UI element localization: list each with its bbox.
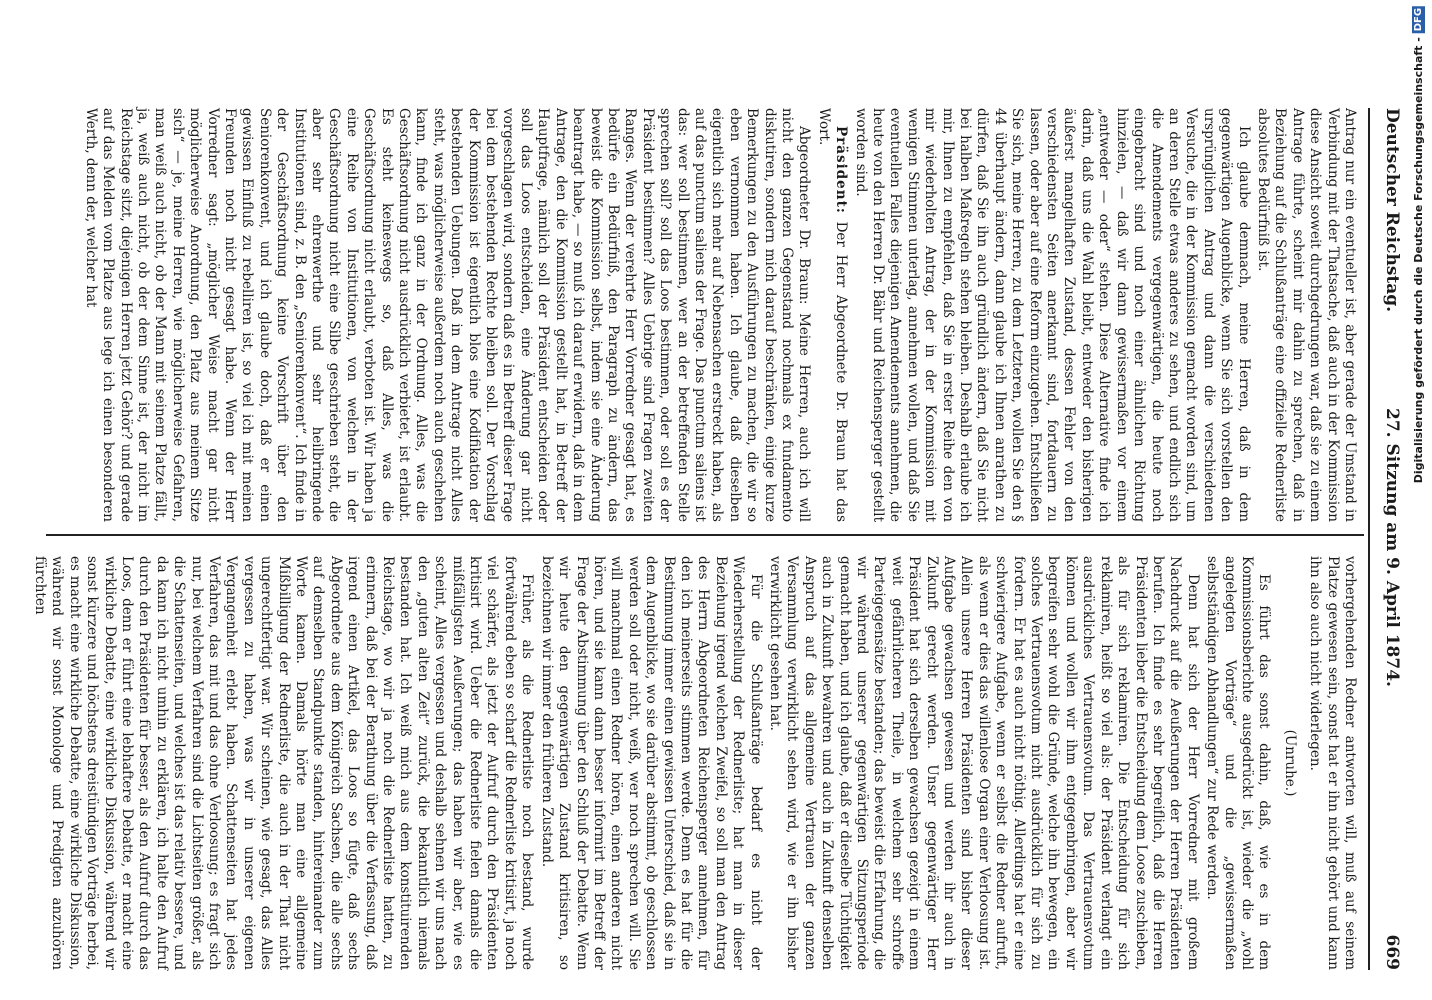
watermark-text: Digitalisierung gefördert durch die Deutsche Forschungsgemeinschaft - (1412, 37, 1425, 484)
paragraph: Früher, als die Rednerliste noch bestand, wurde fortwährend eben so scharf die Rednerliste kritisirt, ja noch viel schärfer, als jetzt der Aufruf durch den Präsidenten kritisirt wird. Ueber die Rednerliste fielen damals die mißfälligsten Aeußerungen; das haben wir aber, wie es scheint, Alles vergessen und deshalb sehnen wir uns nach den „guten alten Zeit“ zurück, die bekanntlich niemals bestanden hat. Ich weiß mich aus dem konstituirenden Reichstage, wo wir ja noch die Rednerliste hatten, zu erinnern, daß bei der Berathung über die Verfassung, daß irgend einen Artikel, das Loos so fügte, daß sechs Abgeordnete aus dem Königreich Sachsen, die alle sechs auf demselben Standpunkte standen, hintereinander zum Worte kamen. Damals hörte man eine allgemeine Mißbilligung der Rednerliste, die auch in der That nicht ungerechtfertigt war. Wir scheinen, wie gesagt, das Alles vergessen zu haben, was wir in unserer eigenen Vergangenheit erlebt haben. Schattenseiten hat jedes Verfahren, das mit und das ohne Verloosung; es fragt sich nur, bei welchem Verfahren sind die Lichtseiten größer, als die Schattenseiten, und welches ist das relativ bessere, und da kann ich nicht umhin zu erklären, ich halte den Aufruf durch den Präsidenten für besser, als den Aufruf durch das Loos, denn er führt eine lebhaftere Debatte, er macht eine wirkliche Debatte, eine wirkliche Diskussion, während wir sonst kürzere und höchstens dreistündigen Vorträge herbei, es macht eine wirkliche Debatte, eine wirkliche Diskussion, während wir sonst Monologe und Predigten anzuhören fürchten (31, 556, 536, 970)
speaker-label: Präsident: (833, 126, 850, 214)
paragraph: vorhergehenden Redner antworten will, muß auf seinem Platze gewesen sein, sonst hat er ihn nicht gehört und kann ihn also auch nicht widerlegen. (1307, 556, 1358, 970)
president-paragraph (814, 108, 849, 522)
braun-paragraph (81, 108, 812, 522)
paragraph: Antrag nur ein eventueller ist, aber gerade der Umstand in Verbindung mit der Thatsache, daß auch in der Kommission diese Ansicht soweit durchgedrungen war, daß sie zu einem Antrage führte, scheint mir dahin zu sprechen, daß in Beziehung auf die Schlußanträge eine offizielle Rednerliste absolutes Bedürfniß ist. (1254, 108, 1358, 522)
paragraph: Für die Schlußanträge bedarf es nicht der Wiederherstellung der Rednerliste; hat man in dieser Beziehung irgend welchen Zweifel, so soll man den Antrag des Herrn Abgeordneten Reichensperger annehmen, für den ich meinerseits stimmen werde. Denn es hat für die Bestimmung immer einen gewissen Unterschied, daß sie in dem Augenblicke, wo sie darüber abstimmt, ob geschlossen werden soll oder nicht, weiß, wer noch sprechen will. Sie will manchmal einen Redner hören, einen anderen nicht hören, und sie kann dann besser informirt im Betreff der Frage der Abstimmung über den Schluß der Debatte. Wenn wir heute den gegenwärtigen Zustand kritisiren, so bezeichnen wir immer den früheren Zustand. (538, 556, 764, 970)
column-divider (46, 534, 1364, 536)
paragraph: Denn hat sich der Herr Vorredner mit großem Nachdruck auf die Aeußerungen der Herren Präsidenten berufen. Ich finde es sehr begreiflich, daß die Herren Präsidenten lieber die Entscheidung dem Loose zuschieben, als für sich reklamiren. Die Entscheidung für sich reklamiren, heißt so viel als: der Präsident verlangt ein ausdrückliches Vertrauensvotum. Das Vertrauensvotum können und wollen wir ihm entgegenbringen, aber wir begreifen sehr wohl die Gründe, welche ihn bewegen, ein solches Vertrauensvotum nicht ausdrücklich für sich zu fordern. Er hat es auch nicht nöthig. Allerdings hat er eine schwierigere Aufgabe, wenn er selbst die Redner aufruft, als wenn er dies das willenlose Organ einer Verloosung ist. Allein unsere Herren Präsidenten sind bisher dieser Aufgabe gewachsen gewesen und werden ihr auch in Zukunft gerecht werden. Unser gegenwärtiger Herr Präsident hat sich derselben gewachsen gezeigt in einem weit gefährlicheren Theile, in welchem sehr schroffe Parteigegensätze bestanden; das beweist die Erfahrung, die wir während unserer gegenwärtigen Sitzungsperiode gemacht haben, und ich glaube, daß er dieselbe Tüchtigkeit auch in Zukunft bewahren und auch in Zukunft denselben Anspruch auf das allgemeine Vertrauen der ganzen Versammlung verwirklicht sehen wird, wie er ihn bisher verwirklicht gesehen hat. (767, 556, 1201, 970)
digitization-watermark (1412, 6, 1430, 806)
header-session: 27. Sitzung am 9. April 1874. (1382, 408, 1402, 687)
paragraph: Es führt das sonst dahin, daß, wie es in dem Kommissionsberichte ausgedrückt ist, wieder die „wohl angelegten Vorträge“ und die „gewissermaßen selbstständigen Abhandlungen“ zur Rede werden. (1204, 556, 1273, 970)
left-column (46, 108, 1358, 522)
page-number: 669 (1382, 934, 1402, 970)
right-column (31, 556, 1358, 970)
interjection: (Unruhe.) (1281, 729, 1298, 797)
speech-text: Meine Herren, auch ich will nicht den ganzen Gegenstand nochmals ex fundamento diskutiren, sondern mich darauf beschränken, einige kurze Bemerkungen zu den Ausführungen zu machen, die wir so eben vernommen haben. Ich glaube, daß dieselben eigentlich sich mehr auf Nebensachen erstreckt haben, als auf das punctum saliens der Frage. Das punctum saliens ist das: wer soll bestimmen, wer an der betreffenden Stelle sprechen soll? soll das Loos bestimmen, oder soll es der Präsident bestimmen? Alles Uebrige sind Fragen zweiten Ranges. Wenn der verehrte Herr Vorredner gesagt hat, es bedürfe ein Bedürfniß, den Paragraph zu ändern, das beweist die Kommission selbst, indem sie eine Änderung beantragt habe, — so muß ich darauf erwidern, daß in dem Antrage, den die Kommission gestellt hat, in Betreff der Hauptfrage, nämlich soll der Präsident entscheiden oder soll das Loos entscheiden, eine Änderung gar nicht vorgeschlagen wird, sondern daß es in Betreff dieser Frage bei dem bestehenden Rechte bleiben soll. Der Vorschlag der Kommission ist eigentlich blos eine Kodifikation der bestehenden Uebungen. Daß in dem Antrage nicht Alles steht, was möglicherweise außerdem noch auch geschehen kann, finde ich ganz in der Ordnung. Alles, was die Geschäftsordnung nicht ausdrücklich verbietet, ist erlaubt. Es steht keineswegs so, daß Alles, was die Geschäftsordnung nicht erlaubt, verboten ist. Wir haben ja eine Reihe von Institutionen, von welchen in der Geschäftsordnung nicht eine Silbe geschrieben steht, die aber sehr ehrenwerthe und sehr heilbringende Institutionen sind, z. B. den „Seniorenkonvent“. Ich finde in der Geschäftsordnung keine Vorschrift über den Seniorenkonvent, und ich glaube doch, daß er einen gewissen Einfluß zu rebelliren ist, so viel ich mit meinen Freunden noch nicht gesagt habe. Wenn der Herr Vorredner sagt: „möglicher Weise macht gar nicht möglicherweise Anordnung, den Platz aus meinem Sitze sich“ — je, meine Herren, wie möglicherweise Gefahren, man weiß auch nicht, ob der Mann mit seinem Platze fällt, ja, weiß auch nicht, ob der dem Sinne ist, der nicht im Reichstage sitzt, diejenigen Herren jetzt Gehör? und gerade auf das Melden vom Platze aus lege ich einen besonderen Werth, denn der, welcher hat (82, 108, 813, 523)
speech-text: Der Herr Abgeordnete Dr. Braun hat das Wort. (815, 108, 850, 522)
header-publication: Deutscher Reichstag. (1382, 108, 1402, 313)
speaker-label: Abgeordneter Dr. Braun: (796, 126, 813, 305)
page-header (1368, 108, 1410, 970)
dfg-logo: DFG (1413, 8, 1424, 32)
paragraph: Ich glaube demnach, meine Herren, daß in dem gegenwärtigen Augenblicke, wenn Sie sich vorstellen den ursprünglichen Antrag und dann die verschiedenen Versuche, die in der Kommission gemacht worden sind, um an deren Stelle etwas anderes zu sehen, und endlich sich die Amendements vergegenwärtigen, die heute noch eingebracht sind und noch einer ähnlichen Richtung hinzielen, — daß wir dann gewissermaßen vor einem „entweder — oder“ stehen. Diese Alternative finde ich darin, daß uns die Wahl bleibt, entweder den bisherigen äußerst mangelhaften Zustand, dessen Fehler von den verschiedensten Seiten anerkannt sind, fortdauern zu lassen, oder aber auf eine Reform einzugehen. Entschließen Sie sich, meine Herren, zu dem Letzteren, wollen Sie den § 44 überhaupt ändern, dann glaube ich Ihnen anrathen zu dürfen, daß Sie ihn auch gründlich ändern, daß Sie nicht bei halben Maßregeln stehen bleiben. Deshalb erlaube ich mir, Ihnen zu empfehlen, daß Sie in erster Reihe den von mir wiederholten Antrag, der in der Kommission mit wenigen Stimmen unterlag, annehmen wollen, und daß Sie eventuellen Falles diejenigen Amendements annehmen, die heute von den Herren Dr. Bähr und Reichensperger gestellt worden sind. (852, 108, 1252, 522)
